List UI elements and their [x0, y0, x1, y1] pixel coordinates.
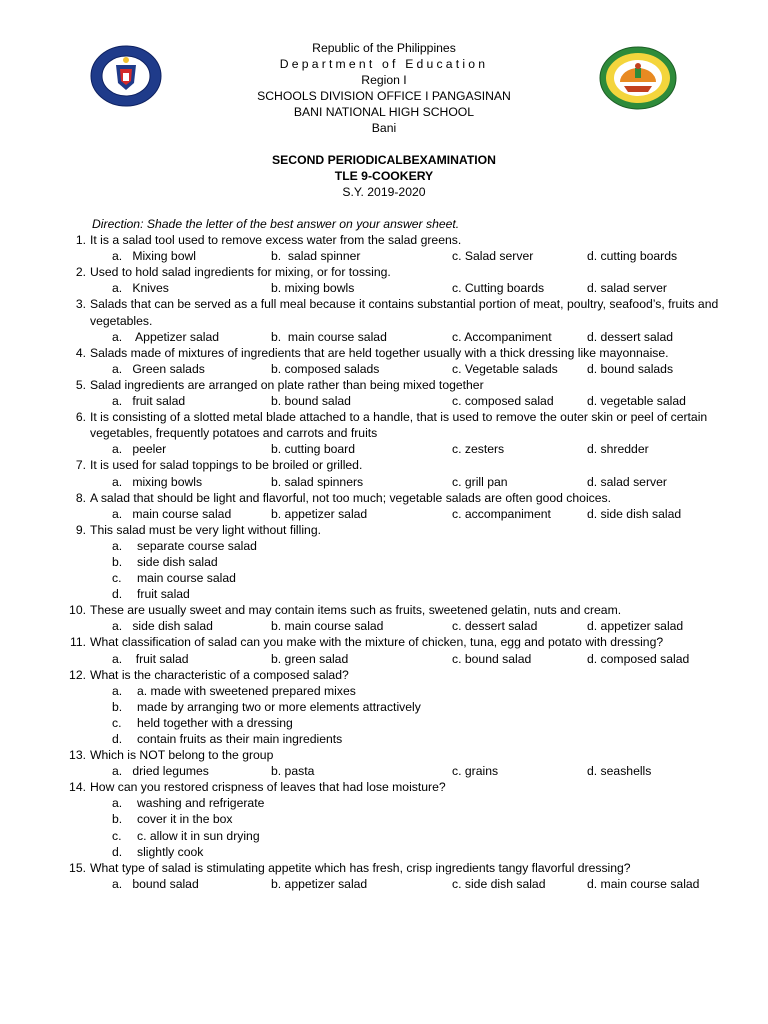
republic-line: Republic of the Philippines	[312, 41, 456, 55]
option-c: c. side dish salad	[452, 876, 546, 891]
question-number: 7.	[75, 458, 86, 473]
option-c: c. grill pan	[452, 474, 508, 489]
answer-options	[66, 506, 726, 522]
option-d	[66, 844, 726, 860]
question-text: What type of salad is stimulating appetite which has fresh, crisp ingredients tangy flavorful dressing?	[90, 860, 631, 875]
option-letter: b.	[112, 699, 123, 714]
option-letter: d.	[112, 587, 123, 602]
town-line: Bani	[371, 121, 397, 135]
option-letter: a.	[112, 538, 123, 553]
option-d	[66, 586, 726, 602]
answer-options	[66, 876, 726, 892]
question-number: 3.	[75, 297, 86, 312]
option-letter: b.	[112, 812, 123, 827]
question-8	[66, 490, 726, 506]
option-b: b. appetizer salad	[271, 506, 368, 521]
answer-options	[66, 618, 726, 634]
question-text: Salad ingredients are arranged on plate rather than being mixed together	[90, 377, 484, 392]
option-d: d. vegetable salad	[587, 394, 686, 409]
option-b: b. green salad	[271, 651, 349, 666]
question-text: These are usually sweet and may contain items such as fruits, sweetened gelatin, nuts and cream.	[90, 603, 622, 618]
letterhead	[0, 40, 768, 136]
option-c	[66, 715, 726, 731]
option-c: c. accompaniment	[452, 506, 551, 521]
option-a	[66, 538, 726, 554]
question-number: 5.	[75, 377, 86, 392]
question-4	[66, 345, 726, 361]
option-b	[66, 811, 726, 827]
option-text: made by arranging two or more elements attractively	[137, 699, 421, 714]
option-text: side dish salad	[137, 554, 218, 569]
option-a: a. bound salad	[112, 876, 199, 891]
option-d	[66, 731, 726, 747]
option-a: a. side dish salad	[112, 619, 213, 634]
question-text: What classification of salad can you make with the mixture of chicken, tuna, egg and potato with dressing?	[90, 635, 664, 650]
question-number: 15.	[69, 860, 86, 875]
option-letter: c.	[112, 828, 122, 843]
question-text: It is a salad tool used to remove excess water from the salad greens.	[90, 233, 462, 248]
option-text: contain fruits as their main ingredients	[137, 732, 343, 746]
question-text: A salad that should be light and flavorful, not too much; vegetable salads are often good choices.	[90, 490, 612, 505]
question-15	[66, 860, 726, 876]
option-c: c. bound salad	[452, 651, 532, 666]
question-number: 14.	[69, 780, 86, 795]
option-d: d. composed salad	[587, 651, 690, 666]
question-11	[66, 634, 726, 650]
division-line: SCHOOLS DIVISION OFFICE I PANGASINAN	[257, 89, 511, 103]
option-a	[66, 795, 726, 811]
question-text: This salad must be very light without filling.	[90, 522, 321, 537]
option-b: b. pasta	[271, 764, 315, 779]
question-9	[66, 522, 726, 538]
option-a: a. main course salad	[112, 506, 232, 521]
option-b: b. salad spinner	[271, 249, 361, 264]
option-letter: a.	[112, 796, 123, 811]
option-text: slightly cook	[137, 844, 204, 859]
question-text: Salads made of mixtures of ingredients that are held together usually with a thick dressing like mayonnaise.	[90, 345, 669, 360]
question-number: 4.	[75, 345, 86, 360]
question-10	[66, 602, 726, 618]
option-text: separate course salad	[137, 538, 257, 553]
question-number: 2.	[75, 265, 86, 280]
question-text: It is used for salad toppings to be broiled or grilled.	[90, 458, 363, 473]
exam-subject: TLE 9-COOKERY	[334, 169, 434, 183]
question-number: 6.	[75, 410, 86, 425]
option-d: d. dessert salad	[587, 329, 674, 344]
option-d: d. seashells	[587, 764, 652, 779]
answer-options	[66, 393, 726, 409]
option-c: c. Accompaniment	[452, 329, 552, 344]
option-letter: c.	[112, 571, 122, 586]
exam-title: SECOND PERIODICALBEXAMINATION	[272, 153, 496, 167]
option-c: c. Salad server	[452, 249, 534, 264]
answer-options	[66, 329, 726, 345]
option-b: b. appetizer salad	[271, 876, 368, 891]
option-d: d. salad server	[587, 474, 667, 489]
question-number: 1.	[75, 233, 86, 248]
option-text: c. allow it in sun drying	[137, 828, 260, 843]
option-d: d. main course salad	[587, 876, 700, 891]
option-d: d. bound salads	[587, 361, 674, 376]
question-7	[66, 457, 726, 473]
option-a: a. Appetizer salad	[112, 329, 220, 344]
question-number: 13.	[69, 748, 86, 763]
question-text: Used to hold salad ingredients for mixing, or for tossing.	[90, 265, 391, 280]
option-c: c. composed salad	[452, 394, 554, 409]
question-12	[66, 667, 726, 683]
question-5	[66, 377, 726, 393]
option-text: a. made with sweetened prepared mixes	[137, 683, 356, 698]
region-line: Region I	[361, 73, 407, 87]
department-line: Department of Education	[279, 57, 489, 71]
question-13	[66, 747, 726, 763]
option-b: b. mixing bowls	[271, 281, 355, 296]
option-c: c. zesters	[452, 442, 505, 457]
option-a: a. Mixing bowl	[112, 249, 196, 264]
question-number: 9.	[75, 522, 86, 537]
option-b: b. main course salad	[271, 619, 384, 634]
option-a: a. peeler	[112, 442, 167, 457]
option-letter: b.	[112, 554, 123, 569]
option-text: cover it in the box	[137, 812, 233, 827]
question-1	[66, 232, 726, 248]
option-c: c. Vegetable salads	[452, 361, 558, 376]
option-a: a. fruit salad	[112, 394, 186, 409]
option-letter: c.	[112, 715, 122, 730]
option-letter: a.	[112, 683, 123, 698]
option-a: a. Knives	[112, 281, 169, 296]
option-c: c. dessert salad	[452, 619, 538, 634]
answer-options	[66, 651, 726, 667]
option-c: c. grains	[452, 764, 499, 779]
question-number: 10.	[69, 603, 86, 618]
option-text: fruit salad	[137, 587, 190, 602]
question-6	[66, 409, 726, 441]
school-year: S.Y. 2019-2020	[342, 185, 426, 199]
answer-options	[66, 474, 726, 490]
option-d: d. cutting boards	[587, 249, 678, 264]
option-d: d. side dish salad	[587, 506, 682, 521]
option-c	[66, 828, 726, 844]
question-text: Salads that can be served as a full meal because it contains substantial portion of meat, poultry, seafood’s, fruits and vegetables.	[90, 297, 719, 328]
option-b: b. bound salad	[271, 394, 351, 409]
option-letter: d.	[112, 732, 123, 746]
option-b	[66, 554, 726, 570]
question-14	[66, 779, 726, 795]
question-number: 8.	[75, 490, 86, 505]
question-text: Which is NOT belong to the group	[90, 748, 274, 763]
option-b: b. main course salad	[271, 329, 387, 344]
option-b: b. cutting board	[271, 442, 356, 457]
option-a: a. dried legumes	[112, 764, 209, 779]
option-d: d. salad server	[587, 281, 667, 296]
answer-options	[66, 248, 726, 264]
answer-options	[66, 441, 726, 457]
exam-title-block	[0, 152, 768, 200]
question-2	[66, 264, 726, 280]
direction-text: Direction: Shade the letter of the best answer on your answer sheet.	[92, 217, 460, 231]
question-3	[66, 296, 726, 328]
option-a	[66, 683, 726, 699]
option-a: a. fruit salad	[112, 651, 189, 666]
option-a: a. Green salads	[112, 361, 205, 376]
question-number: 11.	[69, 635, 86, 650]
option-text: held together with a dressing	[137, 715, 293, 730]
option-d: d. shredder	[587, 442, 649, 457]
option-c	[66, 570, 726, 586]
option-a: a. mixing bowls	[112, 474, 203, 489]
answer-options	[66, 763, 726, 779]
option-b: b. composed salads	[271, 361, 380, 376]
option-letter: d.	[112, 844, 123, 859]
answer-options	[66, 361, 726, 377]
option-b: b. salad spinners	[271, 474, 364, 489]
question-text: How can you restored crispness of leaves that had lose moisture?	[90, 780, 446, 795]
option-text: main course salad	[137, 571, 236, 586]
option-text: washing and refrigerate	[137, 796, 265, 811]
option-d: d. appetizer salad	[587, 619, 684, 634]
questions-section	[66, 216, 726, 892]
question-text: What is the characteristic of a composed salad?	[90, 667, 349, 682]
answer-options	[66, 280, 726, 296]
option-b	[66, 699, 726, 715]
option-c: c. Cutting boards	[452, 281, 545, 296]
question-text: It is consisting of a slotted metal blade attached to a handle, that is used to remove the outer skin or peel of certain vegetables, frequently potatoes and carrots and fruits	[90, 410, 708, 441]
school-line: BANI NATIONAL HIGH SCHOOL	[293, 105, 475, 119]
question-number: 12.	[69, 667, 86, 682]
